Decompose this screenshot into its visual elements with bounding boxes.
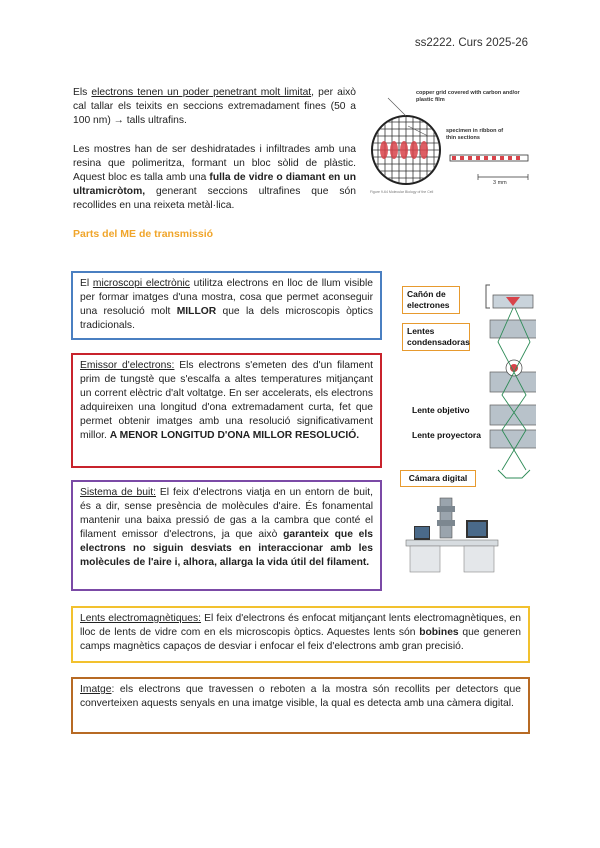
intro-lead: Els [73, 87, 92, 98]
grid-caption: Figure 9-64 Molecular Biology of the Cell [370, 190, 434, 194]
microscope-icon [404, 496, 500, 576]
tag-objective-lens: Lente objetivo [412, 405, 470, 415]
grid-scale-label: 3 mm [493, 180, 507, 186]
box-emitter [71, 353, 382, 468]
tag-electron-gun: Cañón de electrones [402, 286, 460, 314]
intro-paragraph-1 [73, 86, 356, 128]
vacuum-bold: garanteix que els electrons no siguin desviats en interaccionar amb les molècules de l'aire i, alhora, allarga la vida útil del filament. [80, 529, 373, 568]
emitter-bold: A MENOR LONGITUD D'ONA MILLOR RESOLUCIÓ. [109, 430, 360, 441]
tem-instrument-illustration [404, 496, 500, 576]
intro-paragraph-2 [73, 143, 356, 213]
microscope-text-a: utilitza electrons en lloc de llum visible per formar imatges d'una mostra, cosa que permet aconseguir una resolució molt [80, 278, 373, 317]
vacuum-text: El feix d'electrons viatja en un entorn de buit, és a dir, sense presència de molècules d'aire. És fonamental mantenir una baixa pressió de gas a la cambra que conté el filament emissor d'electrons, ja que això [80, 487, 373, 540]
tag-projector-lens: Lente proyectora [412, 430, 481, 440]
box-image [71, 677, 530, 734]
microscope-term: microscopi electrònic [92, 278, 190, 289]
box-vacuum [71, 480, 382, 591]
page-header: ss2222. Curs 2025-26 [414, 37, 528, 49]
microscope-bold: MILLOR [176, 306, 217, 317]
grid-label-mid: specimen in ribbon of thin sections [446, 128, 504, 141]
lenses-text-b: que generen camps magnètics capaços de desviar i enfocar el feix d'electrons amb gran precisió. [80, 627, 522, 652]
emitter-text: Els electrons s'emeten des d'un filament prim de tungstè que s'escalfa a altes temperatures mitjançant un corrent elèctric d'alt voltatge. En ser accelerats, els electrons adquireixen una longitud d'ona extremadament curta, fet que permet obtenir imatges amb una resolució significativament millor. [80, 360, 373, 441]
grid-illustration [368, 88, 533, 198]
lenses-text-a: El feix d'electrons és enfocat mitjançant lents electromagnètiques, en lloc de lents de vidre com en els microscopis òptics. Aquestes lents són [80, 613, 521, 638]
image-term: Imatge [80, 684, 112, 695]
section-title: Parts del ME de transmissió [73, 228, 214, 240]
box-microscope [71, 271, 382, 340]
tag-condenser-lenses: Lentes condensadoras [402, 323, 470, 351]
grid-figure [368, 88, 533, 198]
intro-p2-bold: fulla de vidre o diamant en un ultramicròtom, [73, 172, 357, 197]
lenses-term: Lents electromagnètiques: [80, 613, 202, 624]
image-text: : els electrons que travessen o reboten a la mostra són recollits per detectors que converteixen aquests senyals en una imatge visible, la qual es detecta amb una càmera digital. [80, 684, 521, 709]
microscope-lead: El [80, 278, 93, 289]
intro-p2-text-b: generant seccions ultrafines que són recollides en una reixeta metàl·lica. [73, 186, 356, 211]
microscope-text-b: que la dels microscopis òptics tradicionals. [80, 306, 373, 331]
tag-digital-camera: Cámara digital [400, 470, 476, 487]
grid-label-top: copper grid covered with carbon and/or plastic film [416, 90, 520, 103]
intro-underlined-phrase: electrons tenen un poder penetrant molt limitat [91, 87, 312, 98]
emitter-term: Emissor d'electrons: [80, 360, 175, 371]
tem-diagram [398, 280, 536, 492]
intro-rest: , per això cal tallar els teixits en seccions extremadament fines (50 a 100 nm) → talls ultrafins. [73, 87, 356, 126]
vacuum-term: Sistema de buit: [80, 487, 156, 498]
lenses-bold: bobines [419, 627, 459, 638]
intro-p2-text-a: Les mostres han de ser deshidratades i infiltrades amb una resina que polimeritza, formant un bloc sòlid de plàstic. Aquest bloc es talla amb una [73, 144, 356, 183]
box-lenses [71, 606, 530, 663]
